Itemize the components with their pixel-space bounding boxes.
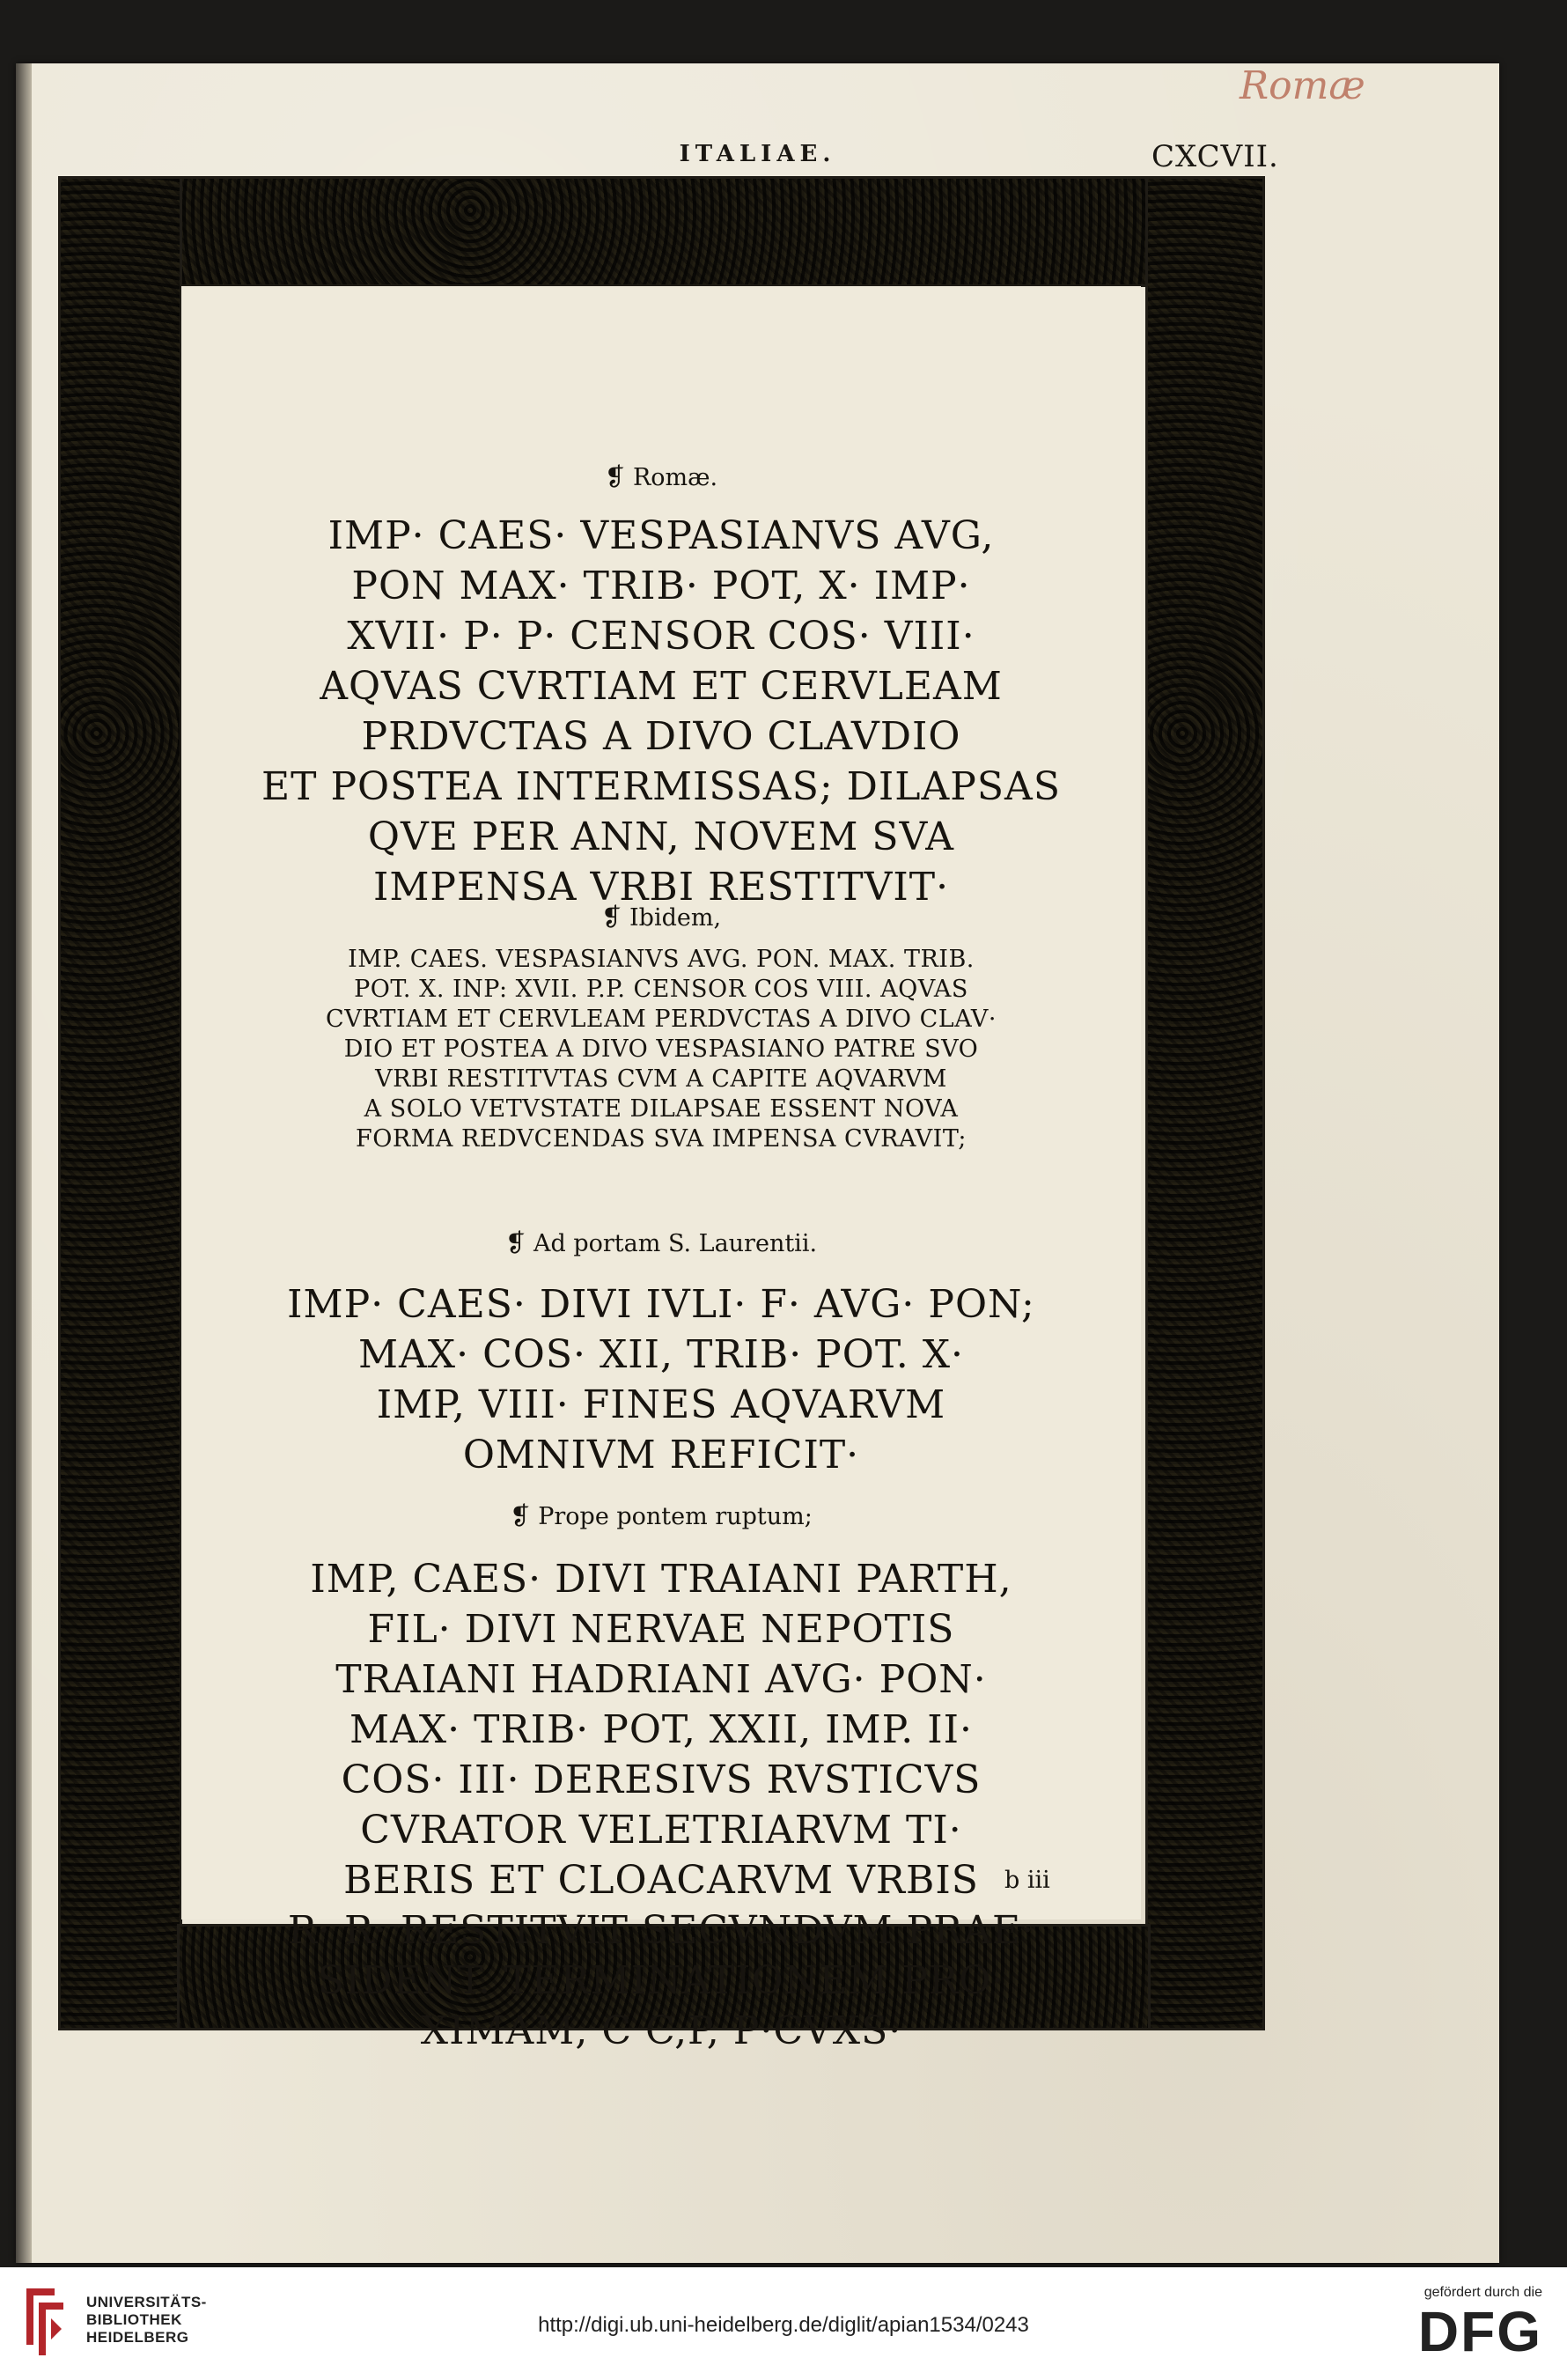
inscription-line: PON MAX· TRIB· POT, X· IMP·: [351, 564, 971, 608]
inscription-block: [181, 1279, 1141, 1480]
pilcrow-icon: ❡: [604, 462, 626, 491]
pilcrow-icon: ❡: [510, 1501, 531, 1530]
woodcut-border-right: [1145, 176, 1265, 2030]
page-content: [181, 286, 1141, 2053]
inscription-line: MAX· COS· XII, TRIB· POT. X·: [357, 1332, 965, 1377]
inscription-line: XIMAM, C C,P, P·CVXS·: [420, 2008, 902, 2053]
pilcrow-icon: ❡: [600, 903, 622, 932]
inscription-line: MAX· TRIB· POT, XXII, IMP. II·: [349, 1707, 974, 1752]
signature-mark: b iii: [1004, 1867, 1050, 1894]
sponsor-label: gefördert durch die: [1424, 2285, 1542, 2300]
marginal-handwritten-note: Romæ: [1240, 63, 1365, 108]
folio-number: CXCVII.: [1151, 139, 1279, 174]
section-heading: [181, 903, 1141, 932]
inscription-line: FIL· DIVI NERVAE NEPOTIS: [367, 1607, 955, 1652]
inscription-line: IMP, CAES· DIVI TRAIANI PARTH,: [310, 1557, 1012, 1602]
inscription-line: IMP· CAES· VESPASIANVS AVG,: [327, 513, 995, 558]
inscription-line: DIO ET POSTEA A DIVO VESPASIANO PATRE SVO: [343, 1035, 979, 1063]
inscription-line: IMP· CAES· DIVI IVLI· F· AVG· PON;: [287, 1282, 1035, 1327]
inscription-line: R· R· RESTITVIT SECVNDVM PRAE·: [287, 1908, 1035, 1953]
inscription-line: ET POSTEA INTERMISSAS; DILAPSAS: [261, 764, 1061, 809]
section-heading: [181, 1228, 1141, 1257]
binding-gutter: [16, 63, 32, 2263]
inscription-line: TRAIANI HADRIANI AVG· PON·: [335, 1657, 987, 1702]
inscription-line: IMP. CAES. VESPASIANVS AVG. PON. MAX. TRIB.: [348, 946, 975, 973]
dfg-logo-text: DFG: [1417, 2300, 1542, 2363]
inscription-block: [181, 511, 1141, 912]
woodcut-border-top: [177, 176, 1151, 287]
inscription-line: POT. X. INP: XVII. P.P. CENSOR COS VIII. AQVAS: [354, 976, 968, 1003]
source-url-link[interactable]: http://digi.ub.uni-heidelberg.de/diglit/apian1534/0243: [538, 2313, 1029, 2337]
book-page: [16, 63, 1499, 2263]
section-heading: [181, 1501, 1141, 1530]
inscription-block: [181, 945, 1141, 1154]
section-heading: [181, 462, 1141, 491]
inscription-line: CVRATOR VELETRIARVM TI·: [360, 1808, 962, 1853]
inscription-line: VRBI RESTITVTAS CVM A CAPITE AQVARVM: [375, 1065, 947, 1093]
inscription-block: [181, 1554, 1141, 2056]
inscription-line: A SOLO VETVSTATE DILAPSAE ESSENT NOVA: [364, 1095, 959, 1123]
inscription-line: BERIS ET CLOACARVM VRBIS: [343, 1858, 979, 1903]
inscription-line: COS· III· DERESIVS RVSTICVS: [341, 1757, 982, 1802]
inscription-line: AQVAS CVRTIAM ET CERVLEAM: [320, 664, 1003, 709]
institution-line: HEIDELBERG: [86, 2329, 189, 2346]
section-heading-text: Prope pontem ruptum;: [538, 1503, 813, 1530]
inscription-line: CVRTIAM ET CERVLEAM PERDVCTAS A DIVO CLAV·: [326, 1006, 997, 1033]
section-heading-text: Romæ.: [632, 464, 718, 491]
inscription-line: FORMA REDVCENDAS SVA IMPENSA CVRAVIT;: [356, 1125, 967, 1153]
inscription-line: IMP, VIII· FINES AQVARVM: [376, 1382, 946, 1427]
section-heading-text: Ibidem,: [629, 904, 722, 932]
inscription-line: PRDVCTAS A DIVO CLAVDIO: [361, 714, 961, 759]
institution-line: UNIVERSITÄTS-: [86, 2294, 207, 2310]
inscription-line: OMNIVM REFICIT·: [462, 1433, 860, 1477]
inscription-line: SIDENT. TERMINATIONEM PRO·: [317, 1958, 1005, 2003]
running-head: ITALIAE.: [679, 141, 836, 167]
inscription-line: QVE PER ANN, NOVEM SVA: [367, 814, 955, 859]
sponsor-logo[interactable]: [1418, 2285, 1542, 2362]
section-heading-text: Ad portam S. Laurentii.: [533, 1230, 818, 1257]
woodcut-border-left: [58, 176, 182, 2030]
pilcrow-icon: ❡: [504, 1228, 526, 1257]
woodcut-frame: [58, 176, 1273, 2053]
inscription-line: XVII· P· P· CENSOR COS· VIII·: [347, 614, 975, 659]
inscription-line: IMPENSA VRBI RESTITVIT·: [372, 865, 950, 910]
institution-line: BIBLIOTHEK: [86, 2311, 182, 2328]
footer-bar: [0, 2267, 1567, 2380]
